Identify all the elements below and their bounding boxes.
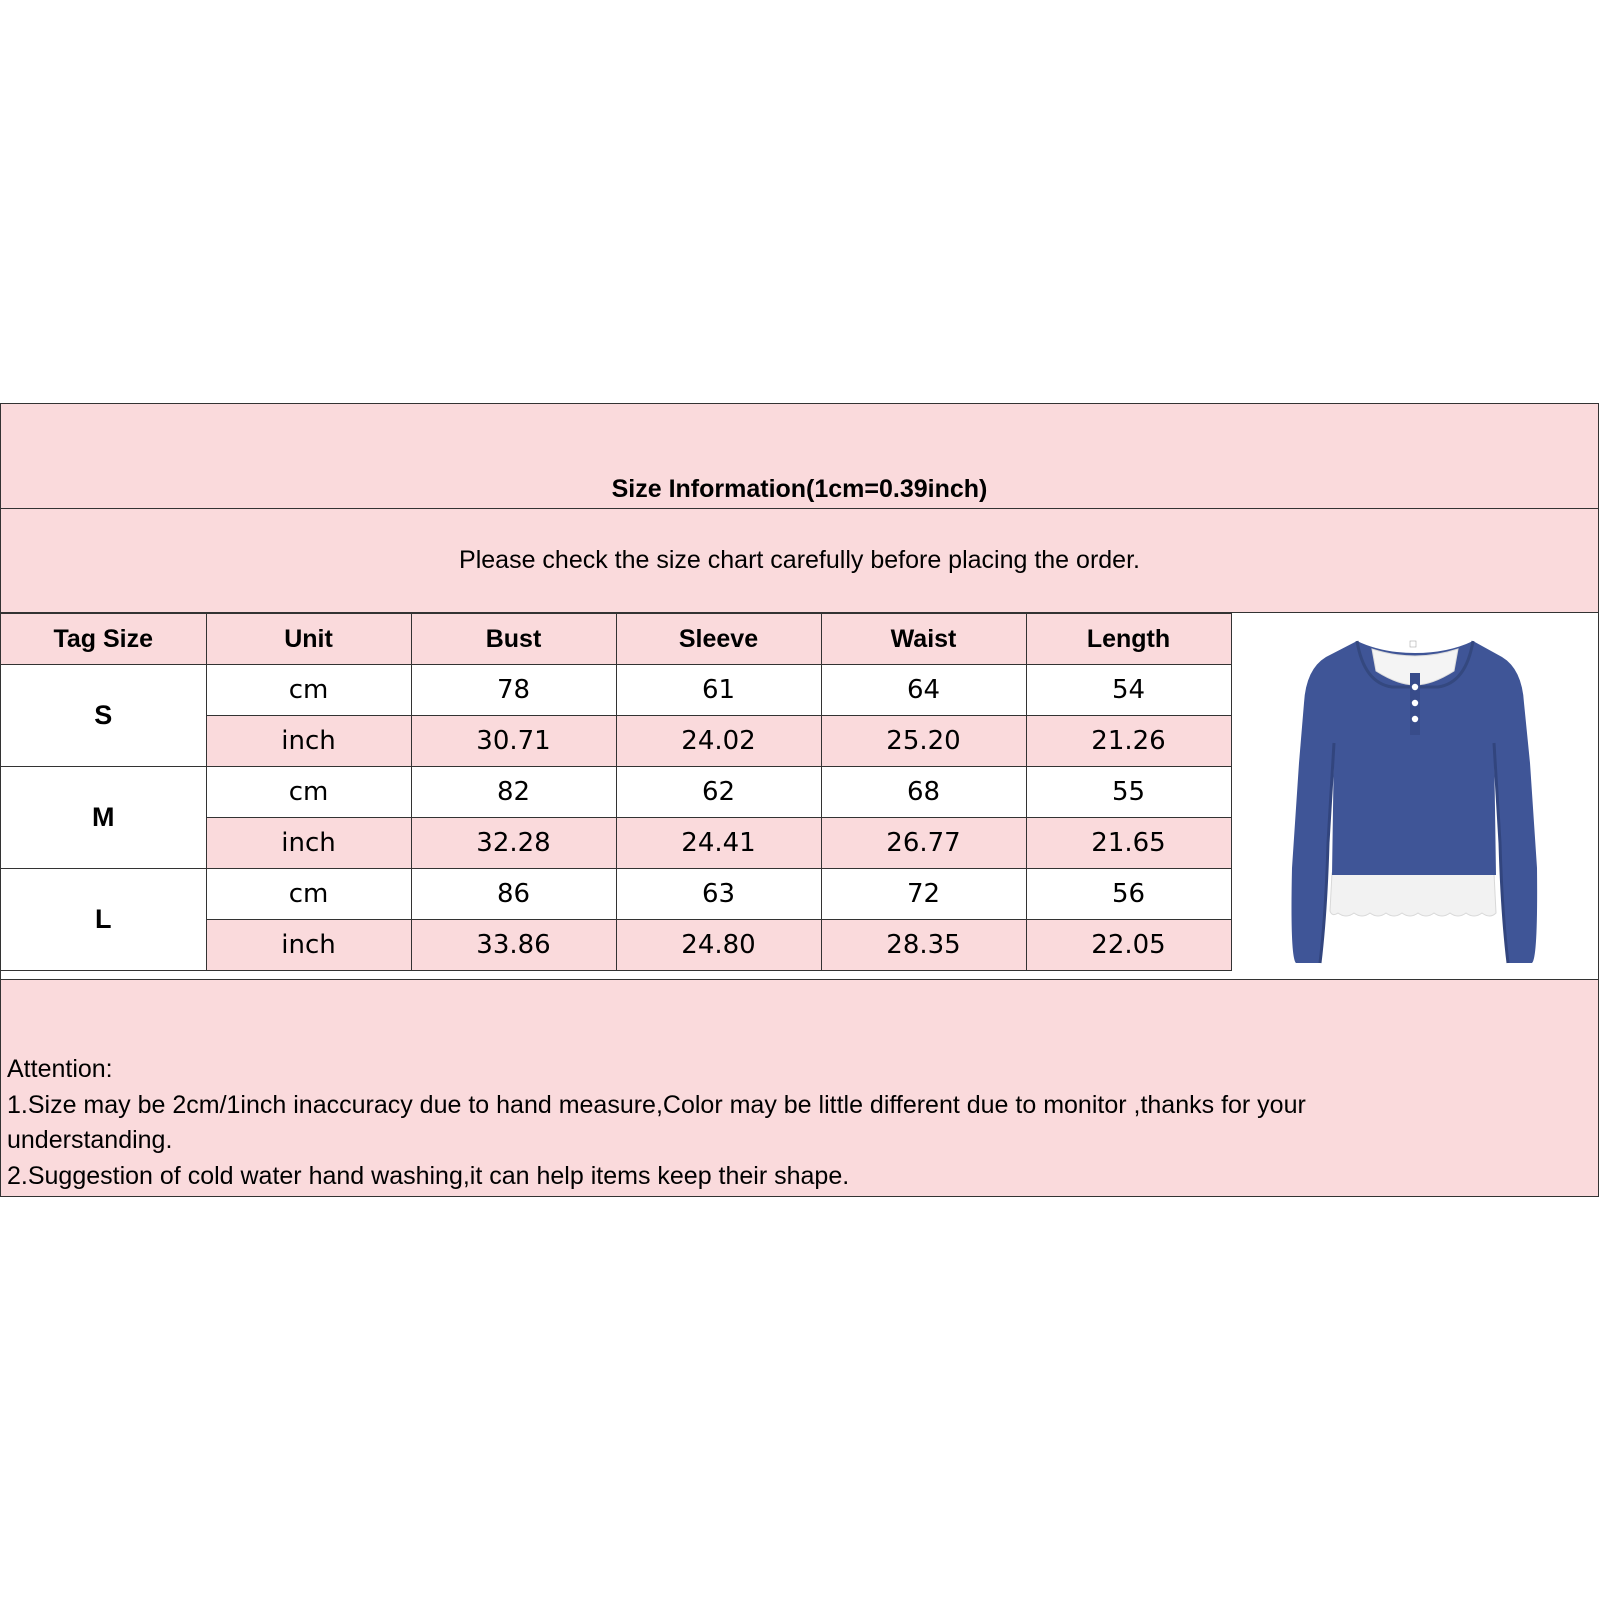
table-row [1, 767, 1231, 818]
long-sleeve-top-illustration [1232, 613, 1598, 979]
tag-size-cell: L [1, 869, 206, 971]
unit-cell: inch [206, 716, 411, 767]
waist-cell: 72 [821, 869, 1026, 920]
length-cell: 55 [1026, 767, 1231, 818]
bust-cell: 86 [411, 869, 616, 920]
button [1412, 716, 1418, 722]
waist-cell: 68 [821, 767, 1026, 818]
bust-cell: 30.71 [411, 716, 616, 767]
subtitle-band [1, 509, 1598, 613]
title-band [1, 404, 1598, 509]
length-cell: 21.26 [1026, 716, 1231, 767]
button [1412, 684, 1418, 690]
tag-size-cell: M [1, 767, 206, 869]
waist-cell: 25.20 [821, 716, 1026, 767]
length-cell: 21.65 [1026, 818, 1231, 869]
tag-size-cell: S [1, 665, 206, 767]
sleeve-cell: 24.41 [616, 818, 821, 869]
table-row [1, 869, 1231, 920]
attention-heading: Attention: [7, 1055, 113, 1083]
sleeve-cell: 61 [616, 665, 821, 716]
attention-band [1, 979, 1598, 1196]
product-image [1232, 613, 1598, 980]
unit-cell: inch [206, 920, 411, 971]
sleeve-cell: 63 [616, 869, 821, 920]
unit-cell: cm [206, 869, 411, 920]
bust-cell: 33.86 [411, 920, 616, 971]
size-chart-title: Size Information(1cm=0.39inch) [611, 475, 988, 503]
length-cell: 22.05 [1026, 920, 1231, 971]
lace-hem [1330, 873, 1496, 916]
waist-cell: 28.35 [821, 920, 1026, 971]
header-sleeve: Sleeve [616, 614, 821, 665]
sleeve-cell: 24.80 [616, 920, 821, 971]
button [1412, 700, 1418, 706]
header-waist: Waist [821, 614, 1026, 665]
unit-cell: cm [206, 767, 411, 818]
attention-note-2: 2.Suggestion of cold water hand washing,it can help items keep their shape. [7, 1161, 850, 1190]
bust-cell: 82 [411, 767, 616, 818]
attention-note-1: 1.Size may be 2cm/1inch inaccuracy due to hand measure,Color may be little different due to monitor ,thanks for your understanding. [7, 1090, 1306, 1154]
sleeve-cell: 24.02 [616, 716, 821, 767]
header-tag-size: Tag Size [1, 614, 206, 665]
header-length: Length [1026, 614, 1231, 665]
table-row [1, 665, 1231, 716]
attention-notes [7, 1052, 1458, 1194]
header-unit: Unit [206, 614, 411, 665]
length-cell: 54 [1026, 665, 1231, 716]
length-cell: 56 [1026, 869, 1231, 920]
waist-cell: 64 [821, 665, 1026, 716]
bust-cell: 78 [411, 665, 616, 716]
bust-cell: 32.28 [411, 818, 616, 869]
size-chart-sheet [0, 403, 1599, 1197]
sleeve-cell: 62 [616, 767, 821, 818]
header-bust: Bust [411, 614, 616, 665]
size-chart-subtitle: Please check the size chart carefully before placing the order. [459, 546, 1140, 574]
waist-cell: 26.77 [821, 818, 1026, 869]
unit-cell: cm [206, 665, 411, 716]
size-table [1, 613, 1232, 971]
unit-cell: inch [206, 818, 411, 869]
table-header-row [1, 614, 1231, 665]
